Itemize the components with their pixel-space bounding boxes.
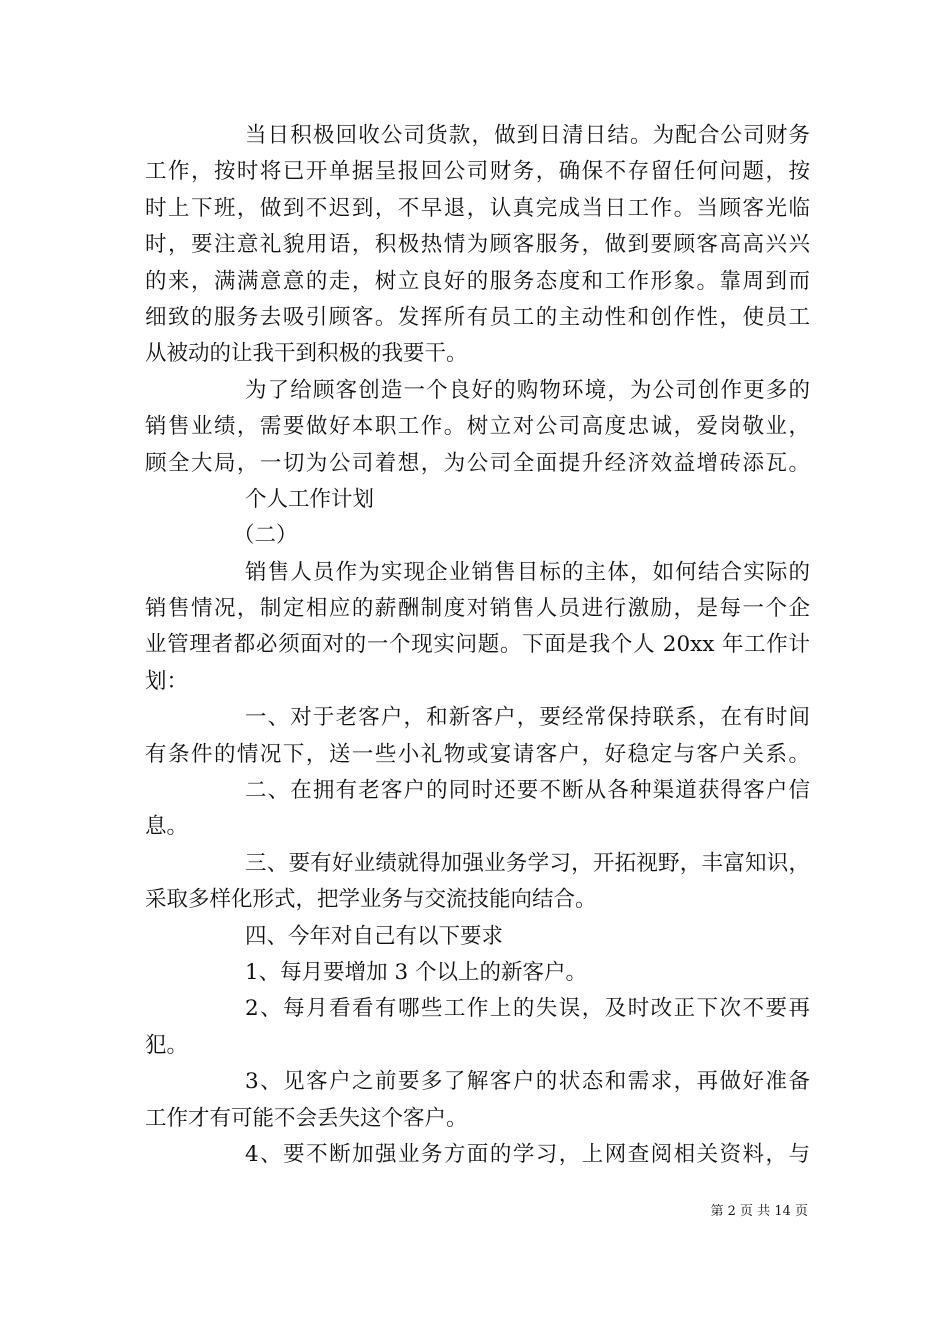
list-item: 3、见客户之前要多了解客户的状态和需求，再做好准备 bbox=[245, 1069, 810, 1095]
text-line: 为了给顾客创造一个良好的购物环境，为公司创作更多的 bbox=[245, 377, 810, 403]
section-heading: 个人工作计划 bbox=[245, 486, 375, 512]
text-line: 划： bbox=[145, 668, 189, 694]
text-line: 从被动的让我干到积极的我要干。 bbox=[145, 341, 468, 367]
text-line: 销售人员作为实现企业销售目标的主体，如何结合实际的 bbox=[245, 559, 810, 585]
text-line: 三、要有好业绩就得加强业务学习，开拓视野，丰富知识， bbox=[245, 850, 810, 876]
text-line: 时，要注意礼貌用语，积极热情为顾客服务，做到要顾客高高兴兴 bbox=[145, 232, 810, 258]
text-line: 细致的服务去吸引顾客。发挥所有员工的主动性和创作性，使员工 bbox=[145, 304, 810, 330]
text-line: 犯。 bbox=[145, 1032, 189, 1058]
list-item: 1、每月要增加 3 个以上的新客户。 bbox=[245, 959, 588, 985]
text-line: 有条件的情况下，送一些小礼物或宴请客户，好稳定与客户关系。 bbox=[145, 741, 810, 767]
text-line: 工作才有可能不会丢失这个客户。 bbox=[145, 1105, 468, 1131]
text-line: 采取多样化形式，把学业务与交流技能向结合。 bbox=[145, 887, 597, 913]
page-number-footer: 第 2 页 共 14 页 bbox=[710, 1204, 808, 1219]
text-line: 工作，按时将已开单据呈报回公司财务，确保不存留任何问题，按 bbox=[145, 159, 810, 185]
text-line: 顾全大局，一切为公司着想，为公司全面提升经济效益增砖添瓦。 bbox=[145, 450, 810, 476]
text-line: 时上下班，做到不迟到，不早退，认真完成当日工作。当顾客光临 bbox=[145, 195, 810, 221]
list-item: 4、要不断加强业务方面的学习，上网查阅相关资料，与 bbox=[245, 1141, 810, 1167]
document-body bbox=[145, 118, 810, 1173]
text-line: 息。 bbox=[145, 814, 189, 840]
text-line: 销售情况，制定相应的薪酬制度对销售人员进行激励，是每一个企 bbox=[145, 596, 810, 622]
text-line: 一、对于老客户，和新客户，要经常保持联系，在有时间 bbox=[245, 705, 810, 731]
text-line: 的来，满满意意的走，树立良好的服务态度和工作形象。靠周到而 bbox=[145, 268, 810, 294]
list-heading: 四、今年对自己有以下要求 bbox=[245, 923, 504, 949]
text-line: 业管理者都必须面对的一个现实问题。下面是我个人 20xx 年工作计 bbox=[145, 632, 810, 658]
text-line: 当日积极回收公司货款，做到日清日结。为配合公司财务 bbox=[245, 123, 810, 148]
list-item: 2、每月看看有哪些工作上的失误，及时改正下次不要再 bbox=[245, 996, 810, 1022]
text-line: 销售业绩，需要做好本职工作。树立对公司高度忠诚，爱岗敬业， bbox=[145, 414, 810, 440]
text-line: 二、在拥有老客户的同时还要不断从各种渠道获得客户信 bbox=[245, 778, 810, 804]
section-subheading: （二） bbox=[233, 523, 298, 549]
